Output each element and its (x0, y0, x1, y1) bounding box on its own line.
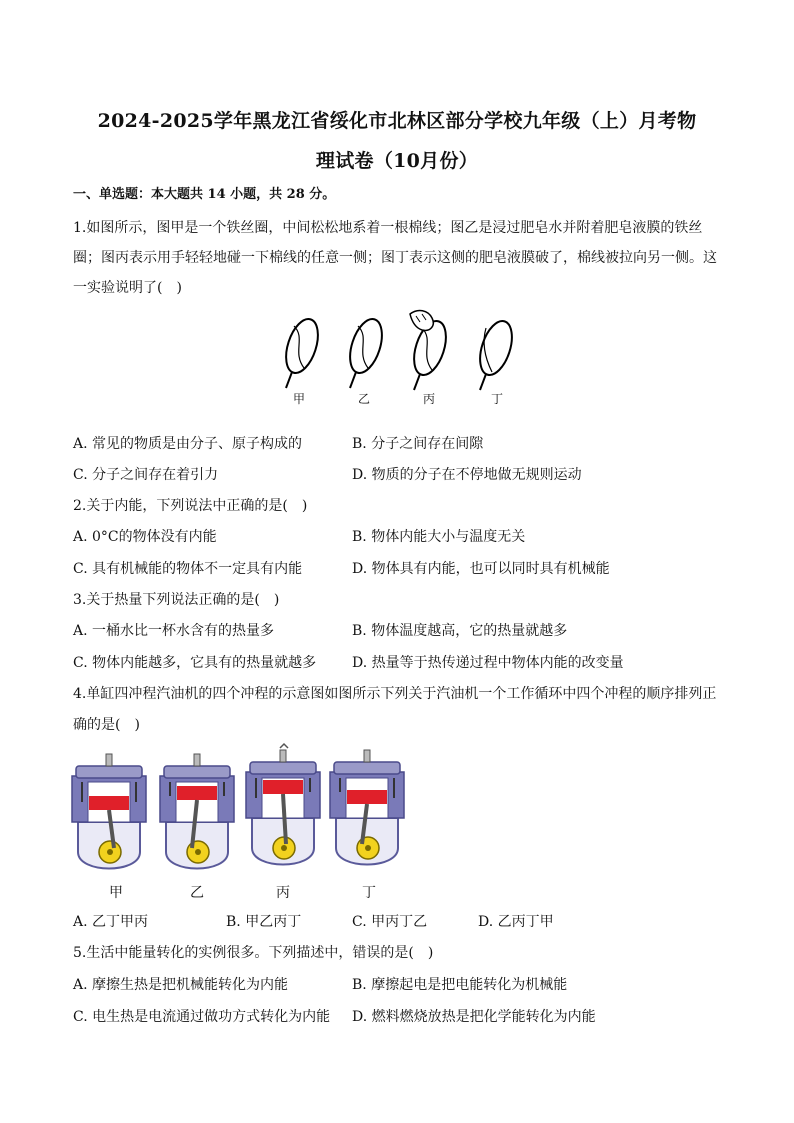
q5-option-b[interactable]: B. 摩擦起电是把电能转化为机械能 (352, 977, 568, 993)
q3-option-a[interactable]: A. 一桶水比一杯水含有的热量多 (73, 623, 275, 639)
q4-option-d[interactable]: D. 乙丙丁甲 (478, 914, 554, 930)
q4-option-b[interactable]: B. 甲乙丙丁 (226, 914, 302, 930)
q5-option-d[interactable]: D. 燃料燃烧放热是把化学能转化为内能 (352, 1009, 596, 1025)
q1-stem-line-1: 1.如图所示，图甲是一个铁丝圈，中间松松地系着一根棉线；图乙是浸过肥皂水并附着肥皂液膜的铁丝 (73, 220, 703, 236)
q4-fig-label-ding: 丁 (362, 885, 376, 901)
engine-ding (330, 750, 404, 865)
q3-option-b[interactable]: B. 物体温度越高，它的热量就越多 (352, 623, 568, 639)
q1-option-d[interactable]: D. 物质的分子在不停地做无规则运动 (352, 467, 582, 483)
q2-option-a[interactable]: A. 0°C的物体没有内能 (73, 529, 217, 545)
q2-option-c[interactable]: C. 具有机械能的物体不一定具有内能 (73, 561, 303, 577)
q5-option-c[interactable]: C. 电生热是电流通过做功方式转化为内能 (73, 1009, 331, 1025)
engine-yi (160, 754, 234, 869)
q4-stem-line-1: 4.单缸四冲程汽油机的四个冲程的示意图如图所示下列关于汽油机一个工作循环中四个冲程的顺序排列正 (73, 686, 717, 702)
q1-option-b[interactable]: B. 分子之间存在间隙 (352, 436, 484, 452)
q4-fig-label-yi: 乙 (190, 885, 204, 901)
q4-option-c[interactable]: C. 甲丙丁乙 (352, 914, 428, 930)
q4-fig-label-bing: 丙 (276, 885, 290, 901)
q2-option-b[interactable]: B. 物体内能大小与温度无关 (352, 529, 526, 545)
q1-fig-label-ding: 丁 (491, 392, 504, 406)
section-heading: 一、单选题：本大题共 14 小题，共 28 分。 (73, 187, 336, 202)
wire-loop-ding (474, 317, 518, 390)
wire-loop-bing (408, 311, 452, 390)
page-title-line-1: 2024-2025学年黑龙江省绥化市北林区部分学校九年级（上）月考物 (97, 110, 697, 132)
q4-fig-label-jia: 甲 (109, 885, 123, 901)
q4-stem-line-2: 确的是( ) (73, 717, 140, 733)
q1-fig-label-jia: 甲 (293, 392, 306, 406)
q1-fig-label-bing: 丙 (423, 392, 436, 406)
q3-stem: 3.关于热量下列说法正确的是( ) (73, 592, 280, 608)
q5-stem: 5.生活中能量转化的实例很多。下列描述中，错误的是( ) (73, 945, 434, 961)
page-title-line-2: 理试卷（10月份） (315, 150, 479, 172)
q3-option-d[interactable]: D. 热量等于热传递过程中物体内能的改变量 (352, 655, 624, 671)
q1-stem-line-2: 圈；图丙表示用手轻轻地碰一下棉线的任意一侧；图丁表示这侧的肥皂液膜破了，棉线被拉向另一侧。这 (73, 250, 717, 266)
q5-option-a[interactable]: A. 摩擦生热是把机械能转化为内能 (73, 977, 289, 993)
wire-loop-jia (280, 315, 324, 388)
engine-jia (72, 754, 146, 869)
q1-fig-label-yi: 乙 (358, 392, 371, 406)
q3-option-c[interactable]: C. 物体内能越多，它具有的热量就越多 (73, 655, 317, 671)
q1-stem-line-3: 一实验说明了( ) (73, 280, 182, 296)
wire-loop-yi (344, 315, 388, 388)
q4-option-a[interactable]: A. 乙丁甲丙 (73, 914, 149, 930)
engine-bing (246, 744, 320, 865)
q4-engine-strokes-figure (66, 748, 416, 878)
q1-option-a[interactable]: A. 常见的物质是由分子、原子构成的 (73, 436, 303, 452)
q1-option-c[interactable]: C. 分子之间存在着引力 (73, 467, 219, 483)
q2-option-d[interactable]: D. 物体具有内能，也可以同时具有机械能 (352, 561, 610, 577)
q2-stem: 2.关于内能，下列说法中正确的是( ) (73, 498, 308, 514)
